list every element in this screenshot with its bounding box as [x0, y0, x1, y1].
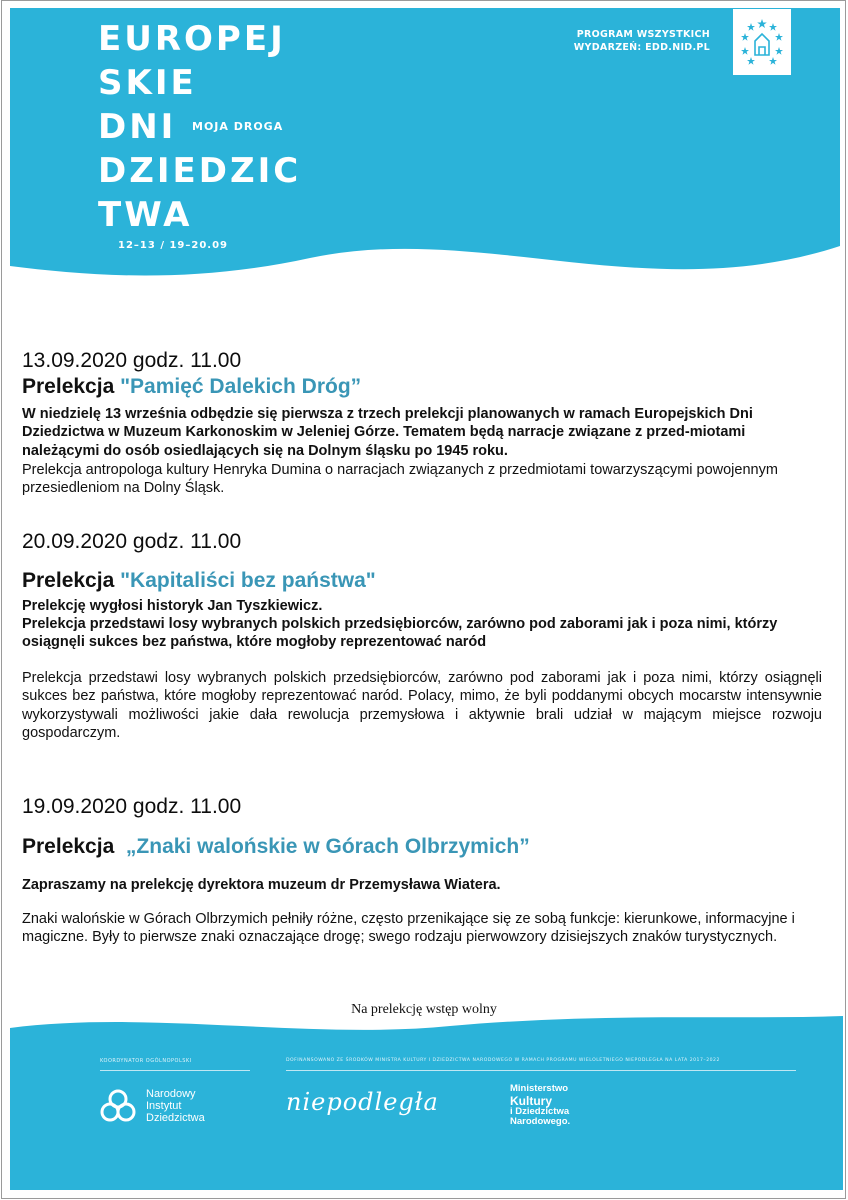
- logo-line-2: SKIE: [98, 63, 197, 103]
- footer-banner: [10, 1014, 843, 1190]
- header-banner: [10, 8, 840, 298]
- footer-divider-right: [286, 1070, 796, 1071]
- header-tagline: MOJA DROGA: [192, 120, 284, 133]
- footer-divider-left: [100, 1070, 250, 1071]
- program-line-1: PROGRAM WSZYSTKICH: [576, 29, 710, 40]
- nid-name: [146, 1088, 205, 1124]
- event-3-date: 19.09.2020 godz. 11.00: [22, 795, 242, 818]
- logo-line-4: DZIEDZIC: [98, 151, 302, 191]
- event-2-description: Prelekcja przedstawi losy wybranych polskich przedsiębiorców, zarówno pod zaborami jak i poza nimi, którzy osiągnęli sukces bez państwa, które mogłoby reprezentować naród. Polacy, mimo, że byli poddanymi obcych mocarstw intensywnie wykorzystywali możliwości jakie dała rewolucja przemysłowa i aktywnie brali udział w mającym miejsce rozwoju gospodarczym.: [22, 670, 822, 742]
- event-1-title: [22, 374, 361, 400]
- mk-line-1: Ministerstwo: [510, 1083, 569, 1094]
- event-3-title-prefix: Prelekcja: [22, 835, 126, 858]
- eu-heritage-logo: [733, 9, 791, 75]
- event-2-title: [22, 568, 376, 594]
- event-1-date: 13.09.2020 godz. 11.00: [22, 349, 242, 372]
- mk-line-3: i Dziedzictwa: [510, 1105, 570, 1117]
- eu-stars-icon: [733, 9, 791, 75]
- event-3-intro: Zapraszamy na prelekcję dyrektora muzeum dr Przemysława Wiatera.: [22, 877, 501, 893]
- nid-line-3: Dziedzictwa: [146, 1112, 205, 1124]
- event-1-title-quote: "Pamięć Dalekich Dróg”: [120, 375, 362, 398]
- program-info: [562, 28, 710, 54]
- program-line-2: WYDARZEŃ: EDD.NID.PL: [573, 42, 710, 53]
- ministry-logo: [510, 1084, 570, 1128]
- event-3-title-quote: „Znaki walońskie w Górach Olbrzymich”: [125, 835, 530, 858]
- event-2-intro: Prelekcja przedstawi losy wybranych polskich przedsiębiorców, zarówno pod zaborami jak i poza nimi, którzy osiągnęli sukces bez państwa, które mogłoby reprezentować naród: [22, 616, 778, 651]
- logo-line-5: TWA: [98, 195, 193, 235]
- logo-line-3: DNI: [98, 107, 177, 147]
- funding-text: DOFINANSOWANO ZE ŚRODKÓW MINISTRA KULTURY I DZIEDZICTWA NARODOWEGO W RAMACH PROGRAMU WIELOLETNIEGO NIEPODLEGŁA NA LATA 2017–2022: [286, 1058, 720, 1063]
- event-2-title-prefix: Prelekcja: [22, 569, 121, 592]
- nid-logo-icon: [98, 1086, 138, 1126]
- event-1-description: Prelekcja antropologa kultury Henryka Dumina o narracjach związanych z przedmiotami towarzyszącymi powojennym przesiedleniom na Dolny Śląsk.: [22, 462, 778, 497]
- event-2-speaker: Prelekcję wygłosi historyk Jan Tyszkiewicz.: [22, 598, 323, 614]
- event-1-intro: W niedzielę 13 września odbędzie się pierwsza z trzech prelekcji planowanych w ramach Europejskich Dni Dziedzictwa w Muzeum Karkonoskim w Jeleniej Górze. Tematem będą narracje związane z przed-miotami należącymi do osób osiedlających się na Dolnym śląsku po 1945 roku.: [22, 406, 753, 459]
- logo-line-1: EUROPEJ: [98, 19, 286, 59]
- event-3-title: [22, 834, 530, 860]
- event-2-date: 20.09.2020 godz. 11.00: [22, 530, 242, 553]
- nid-line-1: Narodowy: [146, 1088, 196, 1100]
- free-entry-note: Na prelekcję wstęp wolny: [351, 1002, 497, 1017]
- header-dates: 12–13 / 19–20.09: [118, 240, 228, 251]
- coordinator-label: KOORDYNATOR OGÓLNOPOLSKI: [100, 1058, 192, 1064]
- mk-line-4: Narodowego.: [510, 1116, 571, 1127]
- event-1-title-prefix: Prelekcja: [22, 375, 121, 398]
- event-2-title-quote: "Kapitaliści bez państwa": [120, 569, 376, 592]
- nid-line-2: Instytut: [146, 1100, 182, 1112]
- event-3-description: Znaki walońskie w Górach Olbrzymich pełniły różne, często przenikające się ze sobą funkcje: kierunkowe, informacyjne i magiczne. Były to pierwsze znaki oznaczające drogę; swego rodzaju pierwowzory dzisiejszych znaków turystycznych.: [22, 911, 795, 946]
- niepodlegla-logo: niepodległa: [286, 1088, 439, 1116]
- mk-line-2: Kultury: [510, 1093, 552, 1108]
